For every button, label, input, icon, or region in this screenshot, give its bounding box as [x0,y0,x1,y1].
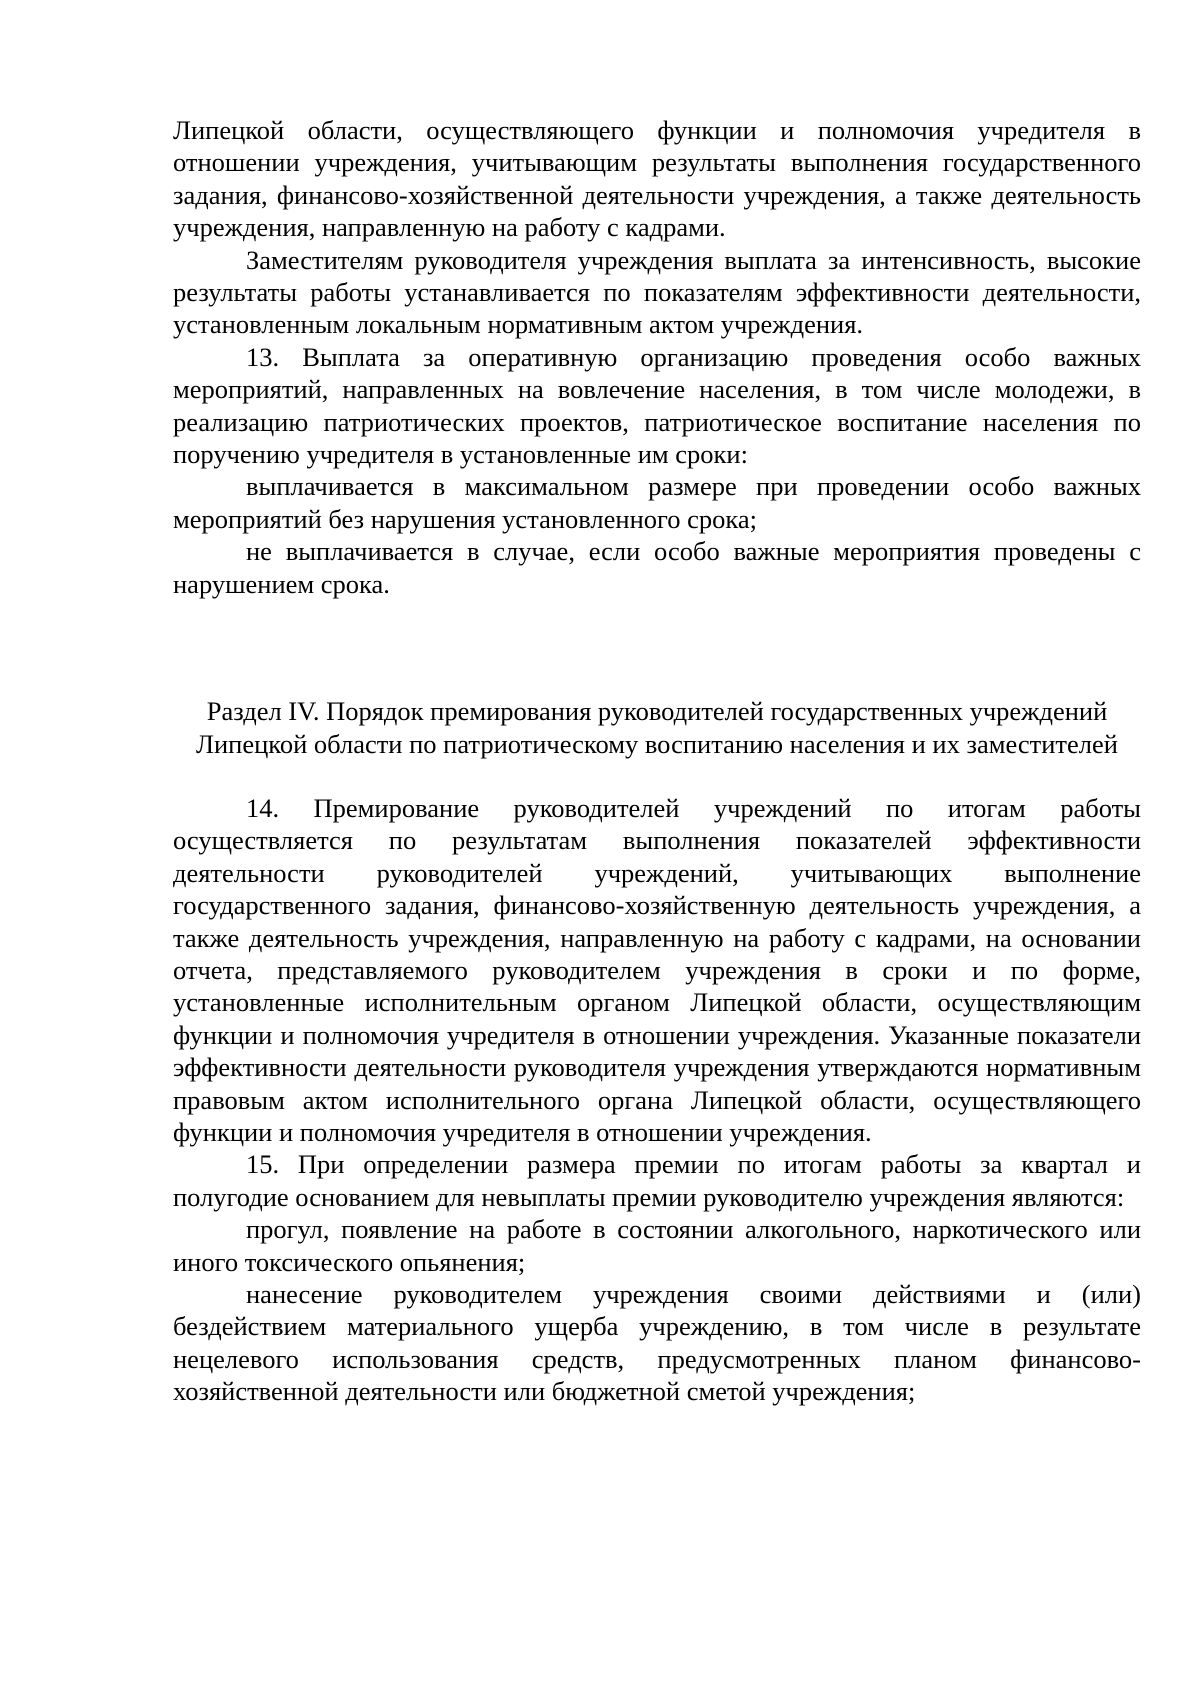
paragraph-deputies-payment: Заместителям руководителя учреждения выплата за интенсивность, высокие результаты работы устанавливается по показателям эффективности деятельности, установленным локальным нормативным актом учреждения. [173,244,1141,340]
paragraph-item-14: 14. Премирование руководителей учреждений по итогам работы осуществляется по результатам выполнения показателей эффективности деятельности руководителей учреждений, учитывающих выполнение государственного задания, финансово-хозяйственную деятельность учреждения, а также деятельность учреждения, направленную на работу с кадрами, на основании отчета, представляемого руководителем учреждения в сроки и по форме, установленные исполнительным органом Липецкой области, осуществляющим функции и полномочия учредителя в отношении учреждения. Указанные показатели эффективности деятельности руководителя учреждения утверждаются нормативным правовым актом исполнительного органа Липецкой области, осуществляющего функции и полномочия учредителя в отношении учреждения. [173,792,1141,1147]
paragraph-absence: прогул, появление на работе в состоянии алкогольного, наркотического или иного токсического опьянения; [173,1214,1141,1277]
paragraph-damage: нанесение руководителем учреждения своими действиями и (или) бездействием материального ущерба учреждению, в том числе в результате нецелевого использования средств, предусмотренных планом финансово-хозяйственной деятельности или бюджетной сметой учреждения; [173,1279,1141,1407]
paragraph-item-15: 15. При определении размера премии по итогам работы за квартал и полугодие основанием для невыплаты премии руководителю учреждения являются: [173,1149,1141,1212]
paragraph-not-paid: не выплачивается в случае, если особо важные мероприятия проведены с нарушением срока. [173,536,1141,599]
paragraph-continuation: Липецкой области, осуществляющего функции и полномочия учредителя в отношении учреждения, учитывающим результаты выполнения государственного задания, финансово-хозяйственной деятельности учреждения, а также деятельность учреждения, направленную на работу с кадрами. [173,115,1141,243]
document-body [173,114,1141,1408]
section-heading: Раздел IV. Порядок премирования руководителей государственных учреждений Липецкой области по патриотическому воспитанию населения и их заместителей [196,696,1118,759]
paragraph-item-13: 13. Выплата за оперативную организацию проведения особо важных мероприятий, направленных на вовлечение населения, в том числе молодежи, в реализацию патриотических проектов, патриотическое воспитание населения по поручению учредителя в установленные им сроки: [173,341,1141,470]
paragraph-paid-max: выплачивается в максимальном размере при проведении особо важных мероприятий без нарушения установленного срока; [173,471,1141,534]
